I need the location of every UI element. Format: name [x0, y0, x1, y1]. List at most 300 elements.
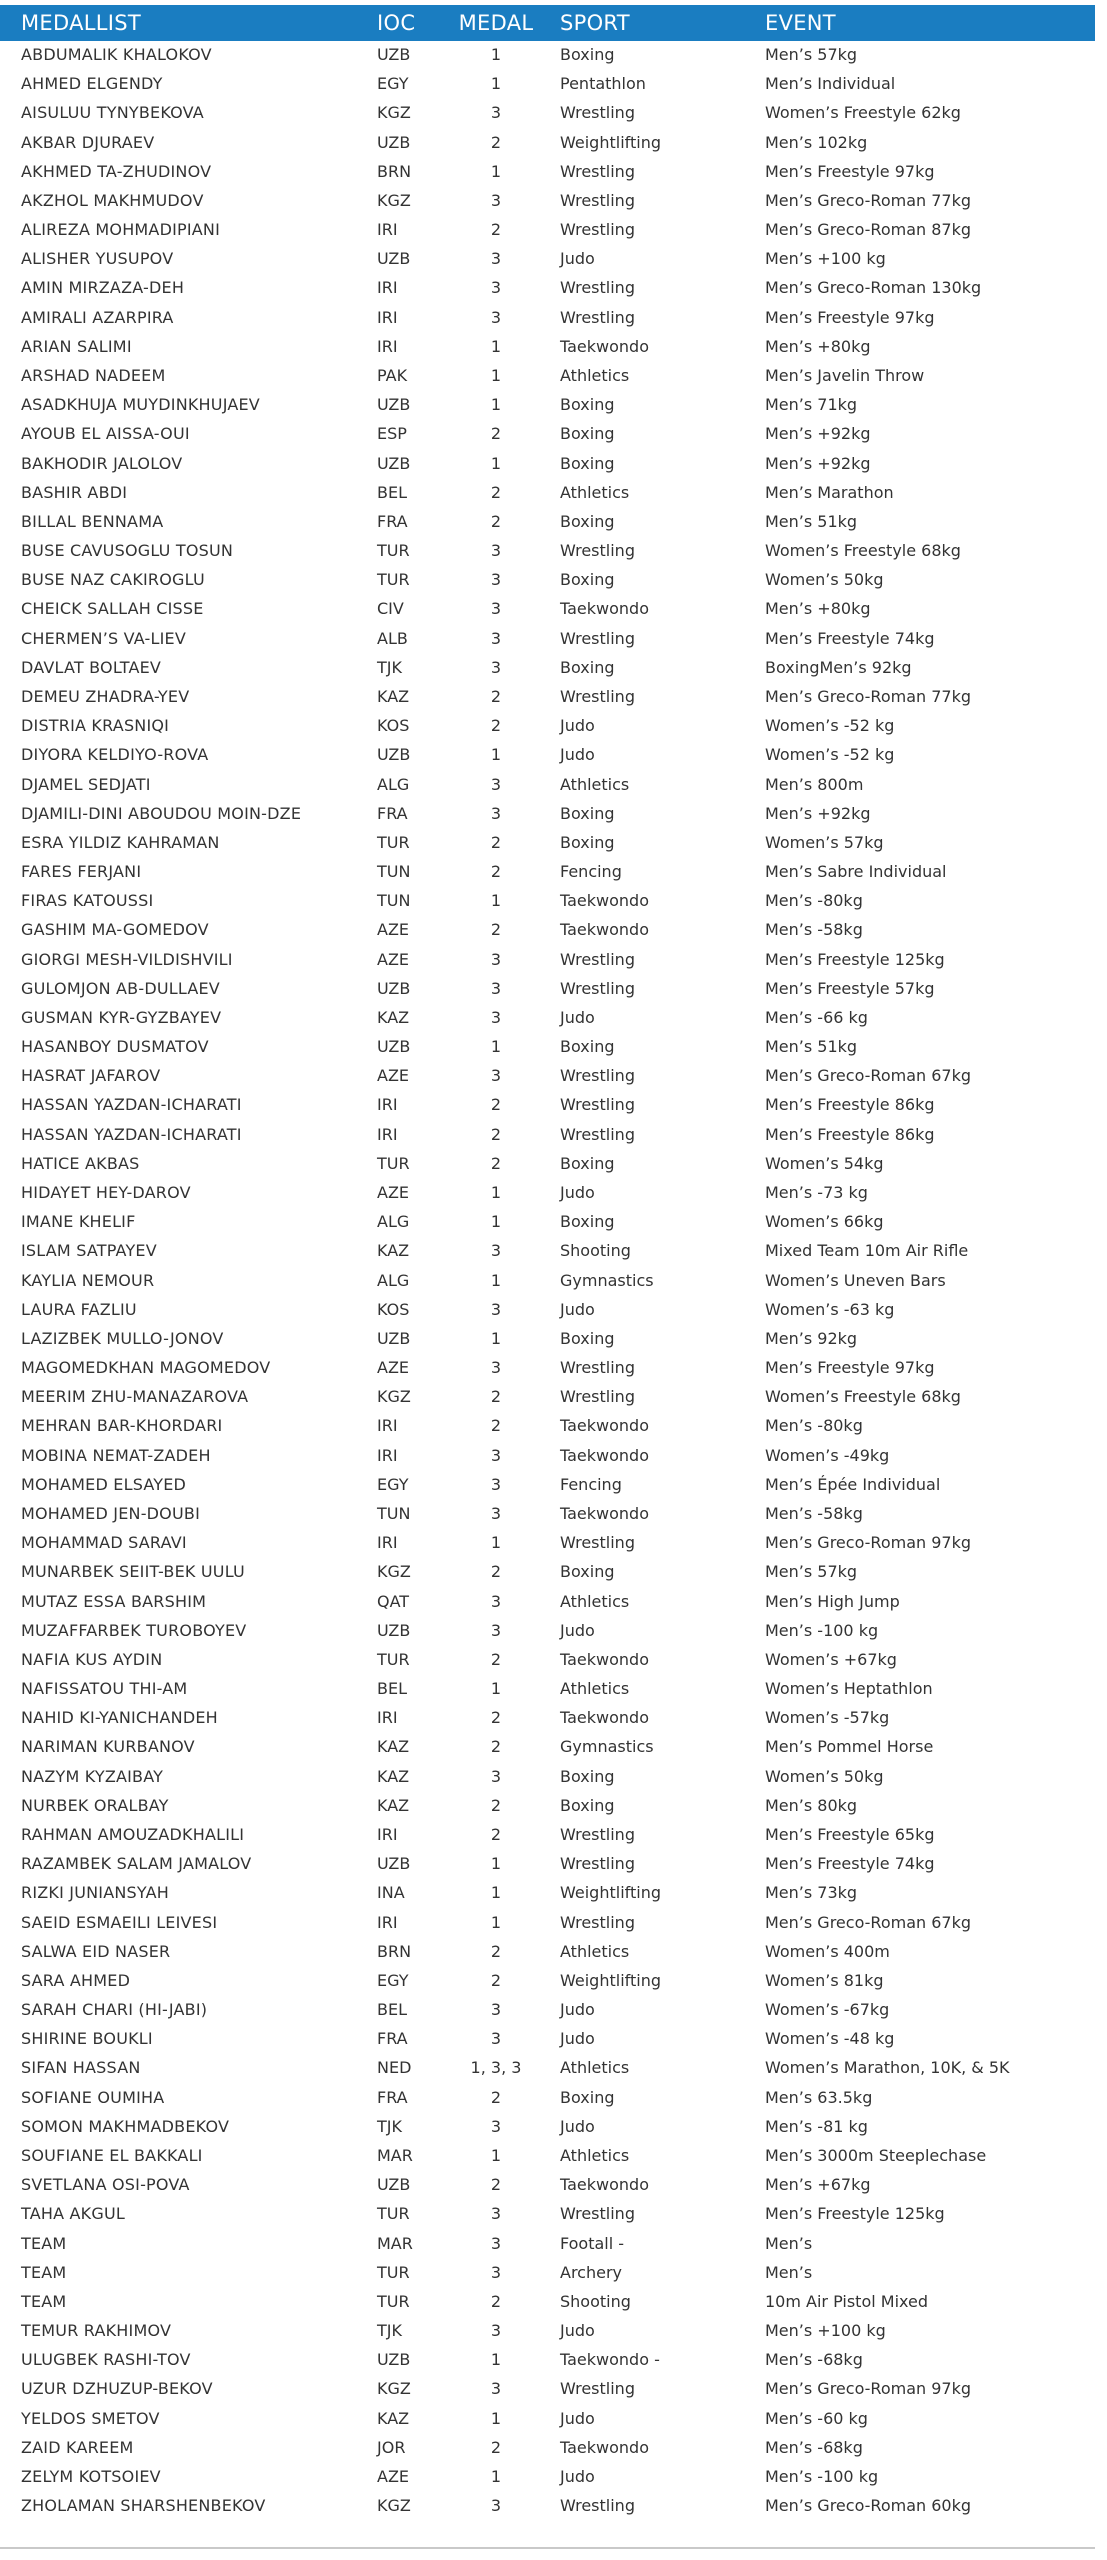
header-sport: SPORT: [560, 11, 630, 35]
cell-event: Men’s +92kg: [765, 453, 871, 473]
cell-event: Men’s 71kg: [765, 395, 858, 415]
cell-medallist: SARAH CHARI (HI-JABI): [21, 2000, 208, 2020]
cell-medal: 2: [490, 862, 502, 882]
cell-sport: Wrestling: [560, 1824, 635, 1844]
cell-medal: 2: [490, 511, 502, 531]
cell-sport: Judo: [560, 745, 595, 765]
cell-medal: 1: [490, 1912, 502, 1932]
cell-medal: 2: [490, 1795, 502, 1815]
cell-event: Men’s +92kg: [765, 424, 871, 444]
table-row: [0, 2083, 1095, 2112]
cell-ioc: TUR: [377, 1649, 410, 1669]
cell-ioc: FRA: [377, 803, 408, 823]
cell-sport: Taekwondo: [560, 891, 649, 911]
cell-medallist: YELDOS SMETOV: [21, 2408, 160, 2428]
cell-ioc: TJK: [377, 2116, 402, 2136]
cell-sport: Wrestling: [560, 220, 635, 240]
cell-ioc: QAT: [377, 1591, 410, 1611]
cell-medal: 1: [490, 1328, 502, 1348]
cell-ioc: KOS: [377, 716, 410, 736]
cell-event: Women’s 81kg: [765, 1970, 884, 1990]
table-row: [0, 69, 1095, 98]
cell-sport: Judo: [560, 2000, 595, 2020]
cell-medal: 3: [490, 628, 502, 648]
cell-event: BoxingMen’s 92kg: [765, 657, 912, 677]
cell-event: Men’s -58kg: [765, 920, 863, 940]
cell-event: Men’s Épée Individual: [765, 1474, 941, 1494]
table-row: [0, 1324, 1095, 1353]
cell-medal: 1: [490, 74, 502, 94]
cell-ioc: UZB: [377, 745, 411, 765]
cell-event: Men’s Javelin Throw: [765, 365, 925, 385]
cell-medallist: SAEID ESMAEILI LEIVESI: [21, 1912, 218, 1932]
table-row: [0, 711, 1095, 740]
cell-ioc: ALG: [377, 1270, 410, 1290]
cell-sport: Judo: [560, 1620, 595, 1640]
cell-sport: Wrestling: [560, 1095, 635, 1115]
table-row: [0, 945, 1095, 974]
cell-ioc: FRA: [377, 2087, 408, 2107]
cell-ioc: AZE: [377, 1183, 410, 1203]
cell-medal: 1: [490, 1883, 502, 1903]
table-row: [0, 40, 1095, 69]
table-row: [0, 915, 1095, 944]
table-row: [0, 1791, 1095, 1820]
cell-medallist: HATICE AKBAS: [21, 1153, 140, 1173]
cell-event: Men’s -68kg: [765, 2437, 863, 2457]
cell-event: Men’s Greco-Roman 97kg: [765, 1533, 972, 1553]
cell-event: Men’s Pommel Horse: [765, 1737, 934, 1757]
cell-ioc: TUN: [377, 891, 411, 911]
cell-sport: Boxing: [560, 1037, 615, 1057]
table-row: [0, 1674, 1095, 1703]
cell-sport: Gymnastics: [560, 1737, 654, 1757]
table-row: [0, 1703, 1095, 1732]
cell-event: Men’s -80kg: [765, 891, 863, 911]
cell-event: Men’s -58kg: [765, 1504, 863, 1523]
table-row: [0, 1645, 1095, 1674]
cell-medal: 1: [490, 1533, 502, 1553]
cell-medal: 3: [490, 2204, 502, 2224]
cell-event: Men’s Greco-Roman 97kg: [765, 2379, 972, 2399]
cell-event: Men’s 3000m Steeplechase: [765, 2145, 987, 2165]
cell-event: Men’s Freestyle 86kg: [765, 1124, 935, 1144]
cell-event: Men’s Freestyle 74kg: [765, 1854, 935, 1874]
cell-sport: Wrestling: [560, 949, 635, 969]
cell-medal: 2: [490, 1416, 502, 1436]
cell-ioc: UZB: [377, 395, 411, 415]
cell-ioc: TJK: [377, 2321, 402, 2341]
cell-medal: 1: [490, 1037, 502, 1057]
cell-medal: 3: [490, 2496, 502, 2516]
cell-medal: 2: [490, 132, 502, 152]
cell-medallist: RAHMAN AMOUZADKHALILI: [21, 1824, 245, 1844]
cell-ioc: IRI: [377, 1416, 398, 1436]
cell-medallist: AMIRALI AZARPIRA: [21, 307, 174, 327]
cell-event: Men’s Freestyle 97kg: [765, 1358, 935, 1378]
table-row: [0, 682, 1095, 711]
cell-medallist: BILLAL BENNAMA: [21, 511, 164, 531]
cell-ioc: JOR: [377, 2437, 406, 2457]
cell-medal: 2: [490, 686, 502, 706]
cell-medallist: TEMUR RAKHIMOV: [21, 2321, 172, 2341]
cell-sport: Boxing: [560, 1562, 615, 1582]
cell-sport: Weightlifting: [560, 132, 661, 152]
cell-sport: Boxing: [560, 511, 615, 531]
cell-medallist: HASSAN YAZDAN-ICHARATI: [21, 1095, 242, 1115]
cell-medallist: NURBEK ORALBAY: [21, 1795, 169, 1815]
cell-medallist: NAFISSATOU THI-AM: [21, 1679, 188, 1699]
cell-medal: 1: [490, 2145, 502, 2165]
cell-event: Men’s +100 kg: [765, 249, 886, 269]
cell-medal: 1: [490, 45, 502, 64]
cell-medal: 1, 3, 3: [470, 2058, 522, 2078]
cell-sport: Boxing: [560, 1766, 615, 1786]
table-row: [0, 157, 1095, 186]
cell-event: Men’s Marathon: [765, 482, 894, 502]
table-header: [0, 5, 1095, 41]
cell-event: Women’s Freestyle 68kg: [765, 1387, 961, 1407]
cell-ioc: AZE: [377, 1066, 410, 1086]
cell-medal: 3: [490, 657, 502, 677]
cell-medal: 3: [490, 541, 502, 561]
cell-event: Women’s Freestyle 68kg: [765, 541, 961, 561]
cell-medallist: AISULUU TYNYBEKOVA: [21, 103, 204, 123]
cell-medallist: IMANE KHELIF: [21, 1212, 136, 1232]
cell-medallist: MAGOMEDKHAN MAGOMEDOV: [21, 1358, 271, 1378]
cell-medallist: MOHAMMAD SARAVI: [21, 1533, 187, 1553]
cell-sport: Wrestling: [560, 2379, 635, 2399]
cell-ioc: KOS: [377, 1299, 410, 1319]
table-row: [0, 1441, 1095, 1470]
cell-medal: 3: [490, 1766, 502, 1786]
cell-sport: Judo: [560, 1183, 595, 1203]
table-row: [0, 1470, 1095, 1499]
cell-medallist: ZAID KAREEM: [21, 2437, 134, 2457]
cell-ioc: FRA: [377, 511, 408, 531]
cell-event: Men’s Freestyle 125kg: [765, 949, 945, 969]
cell-sport: Judo: [560, 716, 595, 736]
cell-medallist: NAZYM KYZAIBAY: [21, 1766, 164, 1786]
cell-medallist: KAYLIA NEMOUR: [21, 1270, 155, 1290]
cell-sport: Wrestling: [560, 686, 635, 706]
cell-event: Men’s 57kg: [765, 45, 858, 64]
cell-medal: 1: [490, 745, 502, 765]
table-row: [0, 186, 1095, 215]
cell-sport: Shooting: [560, 1241, 631, 1261]
cell-event: Men’s 80kg: [765, 1795, 858, 1815]
cell-medallist: RIZKI JUNIANSYAH: [21, 1883, 169, 1903]
table-row: [0, 273, 1095, 302]
cell-ioc: ALG: [377, 1212, 410, 1232]
cell-medallist: RAZAMBEK SALAM JAMALOV: [21, 1854, 252, 1874]
cell-sport: Boxing: [560, 2087, 615, 2107]
cell-event: Men’s -81 kg: [765, 2116, 868, 2136]
cell-medallist: DAVLAT BOLTAEV: [21, 657, 162, 677]
cell-medallist: BASHIR ABDI: [21, 482, 128, 502]
cell-ioc: UZB: [377, 2350, 411, 2370]
cell-ioc: TUR: [377, 570, 410, 590]
cell-event: Men’s 51kg: [765, 1037, 858, 1057]
table-row: [0, 770, 1095, 799]
cell-medal: 2: [490, 1387, 502, 1407]
cell-ioc: BEL: [377, 1679, 407, 1699]
table-row: [0, 128, 1095, 157]
table-row: [0, 98, 1095, 127]
cell-medallist: BAKHODIR JALOLOV: [21, 453, 183, 473]
table-row: [0, 1353, 1095, 1382]
cell-event: Men’s Greco-Roman 87kg: [765, 220, 972, 240]
cell-ioc: EGY: [377, 1474, 409, 1494]
cell-medal: 3: [490, 1474, 502, 1494]
cell-sport: Taekwondo: [560, 336, 649, 356]
cell-ioc: TJK: [377, 657, 402, 677]
cell-event: Men’s Greco-Roman 130kg: [765, 278, 982, 298]
cell-medallist: MOBINA NEMAT-ZADEH: [21, 1445, 211, 1465]
cell-event: Men’s Greco-Roman 67kg: [765, 1066, 972, 1086]
header-ioc: IOC: [377, 11, 416, 35]
cell-medal: 3: [490, 1358, 502, 1378]
cell-ioc: INA: [377, 1883, 405, 1903]
cell-medal: 1: [490, 1854, 502, 1874]
table-row: [0, 1616, 1095, 1645]
table-row: [0, 536, 1095, 565]
table-row: [0, 1820, 1095, 1849]
cell-ioc: FRA: [377, 2029, 408, 2049]
table-row: [0, 1762, 1095, 1791]
cell-event: Women’s 66kg: [765, 1212, 884, 1232]
cell-medal: 3: [490, 307, 502, 327]
cell-ioc: BEL: [377, 2000, 407, 2020]
cell-ioc: UZB: [377, 1620, 411, 1640]
cell-sport: Taekwondo: [560, 2437, 649, 2457]
cell-medallist: GUSMAN KYR-GYZBAYEV: [21, 1007, 222, 1027]
cell-medallist: SHIRINE BOUKLI: [21, 2029, 153, 2049]
cell-medallist: ABDUMALIK KHALOKOV: [21, 45, 212, 64]
cell-medallist: ISLAM SATPAYEV: [21, 1241, 157, 1261]
cell-sport: Boxing: [560, 1212, 615, 1232]
cell-medallist: ASADKHUJA MUYDINKHUJAEV: [21, 395, 260, 415]
cell-medal: 3: [490, 803, 502, 823]
cell-medallist: LAURA FAZLIU: [21, 1299, 137, 1319]
cell-event: Men’s +92kg: [765, 803, 871, 823]
cell-medallist: BUSE CAVUSOGLU TOSUN: [21, 541, 234, 561]
cell-sport: Athletics: [560, 1591, 630, 1611]
cell-medallist: ULUGBEK RASHI-TOV: [21, 2350, 191, 2370]
cell-sport: Athletics: [560, 774, 630, 794]
cell-sport: Wrestling: [560, 190, 635, 210]
table-row: [0, 1382, 1095, 1411]
cell-medallist: DJAMILI-DINI ABOUDOU MOIN-DZE: [21, 803, 302, 823]
table-row: [0, 886, 1095, 915]
cell-event: Women’s Heptathlon: [765, 1679, 933, 1699]
cell-ioc: IRI: [377, 1124, 398, 1144]
cell-medal: 1: [490, 2408, 502, 2428]
cell-ioc: ALG: [377, 774, 410, 794]
cell-medallist: BUSE NAZ CAKIROGLU: [21, 570, 205, 590]
cell-ioc: UZB: [377, 2175, 411, 2195]
cell-medallist: MEERIM ZHU-MANAZAROVA: [21, 1387, 249, 1407]
cell-sport: Pentathlon: [560, 74, 646, 94]
table-row: [0, 2229, 1095, 2258]
table-row: [0, 1528, 1095, 1557]
cell-sport: Judo: [560, 1007, 595, 1027]
table-row: [0, 2462, 1095, 2491]
cell-medallist: LAZIZBEK MULLO-JONOV: [21, 1328, 224, 1348]
cell-event: Men’s Freestyle 74kg: [765, 628, 935, 648]
table-row: [0, 478, 1095, 507]
cell-medallist: ALIREZA MOHMADIPIANI: [21, 220, 221, 240]
cell-event: Women’s Marathon, 10K, & 5K: [765, 2058, 1010, 2078]
table-row: [0, 1732, 1095, 1761]
cell-medal: 3: [490, 1007, 502, 1027]
cell-sport: Boxing: [560, 832, 615, 852]
table-row: [0, 449, 1095, 478]
cell-medal: 3: [490, 278, 502, 298]
table-row: [0, 244, 1095, 273]
cell-event: Women’s 54kg: [765, 1153, 884, 1173]
cell-ioc: IRI: [377, 307, 398, 327]
cell-medallist: AMIN MIRZAZA-DEH: [21, 278, 185, 298]
cell-sport: Wrestling: [560, 1066, 635, 1086]
cell-event: Men’s 92kg: [765, 1328, 858, 1348]
cell-event: Men’s 63.5kg: [765, 2087, 873, 2107]
table-row: [0, 361, 1095, 390]
cell-ioc: ESP: [377, 424, 407, 444]
table-row: [0, 390, 1095, 419]
cell-event: Women’s -48 kg: [765, 2029, 895, 2049]
cell-medallist: TAHA AKGUL: [21, 2204, 125, 2224]
cell-ioc: UZB: [377, 1328, 411, 1348]
cell-medal: 3: [490, 2262, 502, 2282]
cell-event: Men’s Freestyle 125kg: [765, 2204, 945, 2224]
cell-medallist: AHMED ELGENDY: [21, 74, 163, 94]
table-row: [0, 1411, 1095, 1440]
cell-medal: 2: [490, 424, 502, 444]
cell-medallist: AYOUB EL AISSA-OUI: [21, 424, 190, 444]
cell-event: Women’s -57kg: [765, 1708, 890, 1728]
cell-medallist: MOHAMED ELSAYED: [21, 1474, 187, 1494]
cell-ioc: EGY: [377, 1970, 409, 1990]
cell-medal: 2: [490, 920, 502, 940]
cell-medallist: DEMEU ZHADRA-YEV: [21, 686, 190, 706]
cell-sport: Fencing: [560, 862, 622, 882]
table-row: [0, 2170, 1095, 2199]
cell-sport: Footall -: [560, 2233, 625, 2253]
cell-ioc: KGZ: [377, 1562, 411, 1582]
cell-sport: Wrestling: [560, 278, 635, 298]
cell-medallist: TEAM: [21, 2291, 67, 2311]
table-row: [0, 2345, 1095, 2374]
table-row: [0, 828, 1095, 857]
cell-medal: 2: [490, 1708, 502, 1728]
cell-event: Men’s Freestyle 97kg: [765, 161, 935, 181]
cell-ioc: IRI: [377, 1824, 398, 1844]
table-row: [0, 1236, 1095, 1265]
cell-medal: 2: [490, 716, 502, 736]
table-row: [0, 1295, 1095, 1324]
header-medal: MEDAL: [458, 11, 534, 35]
cell-sport: Boxing: [560, 395, 615, 415]
cell-medal: 3: [490, 2116, 502, 2136]
cell-event: Women’s -49kg: [765, 1445, 890, 1465]
table-row: [0, 2433, 1095, 2462]
cell-medal: 3: [490, 2321, 502, 2341]
cell-event: Men’s 102kg: [765, 132, 868, 152]
cell-sport: Athletics: [560, 2145, 630, 2165]
cell-medal: 3: [490, 1241, 502, 1261]
cell-event: Men’s 51kg: [765, 511, 858, 531]
cell-medallist: GULOMJON AB-DULLAEV: [21, 978, 220, 998]
cell-sport: Boxing: [560, 1795, 615, 1815]
cell-sport: Boxing: [560, 570, 615, 590]
cell-medallist: SOMON MAKHMADBEKOV: [21, 2116, 230, 2136]
cell-ioc: UZB: [377, 249, 411, 269]
cell-event: Men’s Sabre Individual: [765, 862, 947, 882]
cell-sport: Athletics: [560, 482, 630, 502]
cell-event: Mixed Team 10m Air Rifle: [765, 1241, 969, 1261]
cell-ioc: IRI: [377, 1445, 398, 1465]
cell-ioc: MAR: [377, 2145, 413, 2165]
bottom-rule: [0, 2547, 1095, 2549]
table-row: [0, 2112, 1095, 2141]
cell-medal: 2: [490, 1737, 502, 1757]
table-row: [0, 1908, 1095, 1937]
cell-ioc: KAZ: [377, 686, 410, 706]
cell-medal: 2: [490, 2291, 502, 2311]
cell-medallist: MEHRAN BAR-KHORDARI: [21, 1416, 223, 1436]
cell-medal: 2: [490, 1562, 502, 1582]
cell-event: Men’s +100 kg: [765, 2321, 886, 2341]
cell-ioc: KGZ: [377, 1387, 411, 1407]
table-row: [0, 2404, 1095, 2433]
cell-sport: Taekwondo: [560, 1416, 649, 1436]
table-row: [0, 2491, 1095, 2520]
cell-ioc: IRI: [377, 1708, 398, 1728]
cell-medallist: CHERMEN’S VA-LIEV: [21, 628, 187, 648]
cell-medallist: MOHAMED JEN-DOUBI: [21, 1504, 200, 1523]
cell-event: Men’s +80kg: [765, 336, 871, 356]
table-row: [0, 2141, 1095, 2170]
cell-event: Men’s Greco-Roman 67kg: [765, 1912, 972, 1932]
cell-sport: Wrestling: [560, 2204, 635, 2224]
cell-medal: 3: [490, 2000, 502, 2020]
cell-medallist: NARIMAN KURBANOV: [21, 1737, 195, 1757]
table-row: [0, 2199, 1095, 2228]
table-row: [0, 1499, 1095, 1528]
cell-ioc: NED: [377, 2058, 412, 2078]
cell-event: Men’s -68kg: [765, 2350, 863, 2370]
cell-medal: 1: [490, 1183, 502, 1203]
cell-medal: 1: [490, 2350, 502, 2370]
cell-event: Men’s Greco-Roman 77kg: [765, 190, 972, 210]
cell-event: Men’s 73kg: [765, 1883, 858, 1903]
cell-ioc: UZB: [377, 453, 411, 473]
cell-event: Women’s 50kg: [765, 1766, 884, 1786]
cell-medallist: GASHIM MA-GOMEDOV: [21, 920, 209, 940]
cell-medallist: MUNARBEK SEIIT-BEK UULU: [21, 1562, 245, 1582]
cell-medal: 2: [490, 1095, 502, 1115]
table-row: [0, 1061, 1095, 1090]
table-row: [0, 1090, 1095, 1119]
cell-sport: Wrestling: [560, 1387, 635, 1407]
cell-ioc: KGZ: [377, 2496, 411, 2516]
cell-medallist: ARIAN SALIMI: [21, 336, 132, 356]
cell-ioc: KGZ: [377, 2379, 411, 2399]
cell-medal: 3: [490, 190, 502, 210]
cell-event: Women’s 50kg: [765, 570, 884, 590]
cell-medallist: DJAMEL SEDJATI: [21, 774, 151, 794]
